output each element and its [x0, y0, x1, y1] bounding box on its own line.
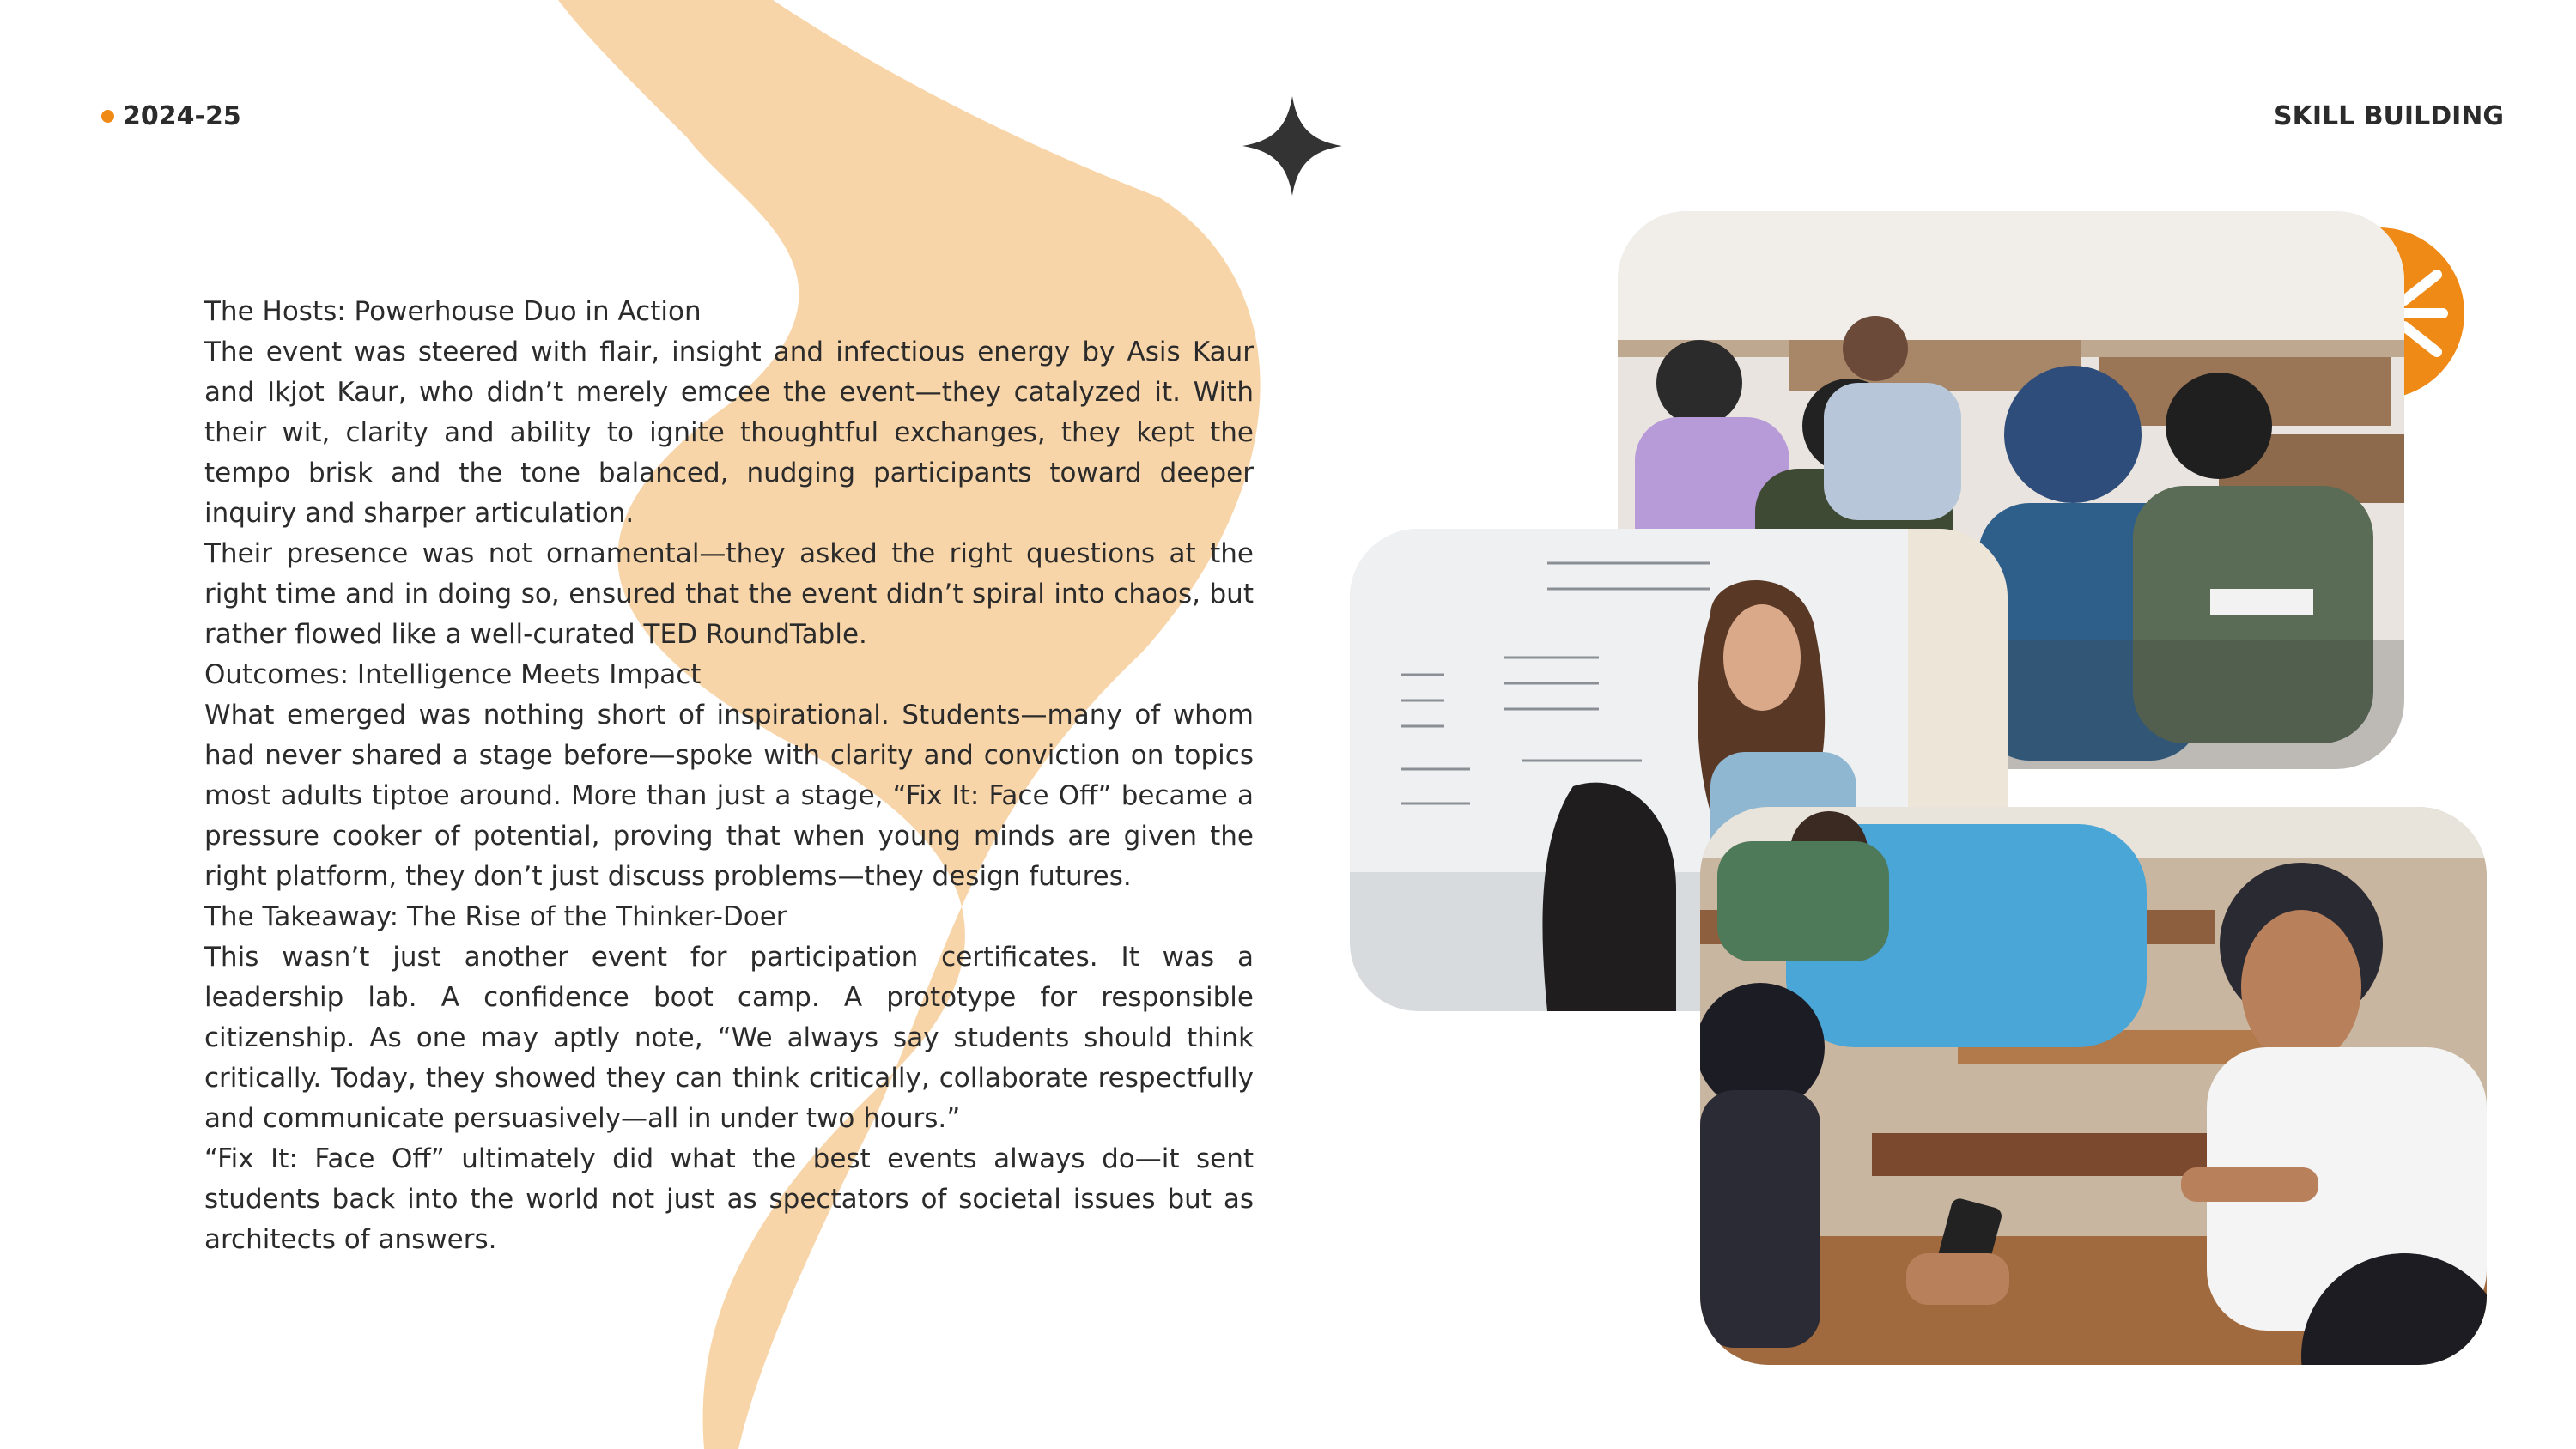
hosts-paragraph-1: The event was steered with flair, insight and infectious energy by Asis Kaur and Ikjot Kaur, who didn’t merely emcee the event—they catalyzed it. With their wit, clarity and ability to ignite thoughtful exchanges, they kept the tempo brisk and the tone balanced, nudging participants toward deeper inquiry and sharper articulation.: [204, 336, 1254, 529]
outcomes-paragraph: What emerged was nothing short of inspirational. Students—many of whom had never shared a stage before—spoke with clarity and conviction on topics most adults tiptoe around. More than just a stage, “Fix It: Face Off” became a pressure cooker of potential, proving that when young minds are given the right platform, they don’t just discuss problems—they design futures.: [204, 700, 1254, 892]
year-label: 2024-25: [123, 101, 241, 131]
section-title: SKILL BUILDING: [2274, 101, 2504, 131]
header-year: [101, 101, 241, 131]
takeaway-heading: The Takeaway: The Rise of the Thinker-Doer: [204, 901, 787, 932]
outcomes-heading: Outcomes: Intelligence Meets Impact: [204, 659, 702, 690]
bullet-dot-icon: [101, 110, 114, 123]
four-point-star-icon: [1241, 94, 1344, 197]
photo-students-desks: [1700, 807, 2487, 1365]
takeaway-paragraph-1: This wasn’t just another event for participation certificates. It was a leadership lab. A confidence boot camp. A prototype for responsible citizenship. As one may aptly note, “We always say students should think critically. Today, they showed they can think critically, collaborate respectfully and communicate persuasively—all in under two hours.”: [204, 942, 1254, 1134]
article-body: [204, 292, 1254, 1260]
takeaway-paragraph-2: “Fix It: Face Off” ultimately did what the best events always do—it sent students back into the world not just as spectators of societal issues but as architects of answers.: [204, 1143, 1254, 1255]
hosts-paragraph-2: Their presence was not ornamental—they asked the right questions at the right time and in doing so, ensured that the event didn’t spiral into chaos, but rather flowed like a well-curated TED RoundTable.: [204, 538, 1254, 650]
hosts-heading: The Hosts: Powerhouse Duo in Action: [204, 296, 702, 327]
